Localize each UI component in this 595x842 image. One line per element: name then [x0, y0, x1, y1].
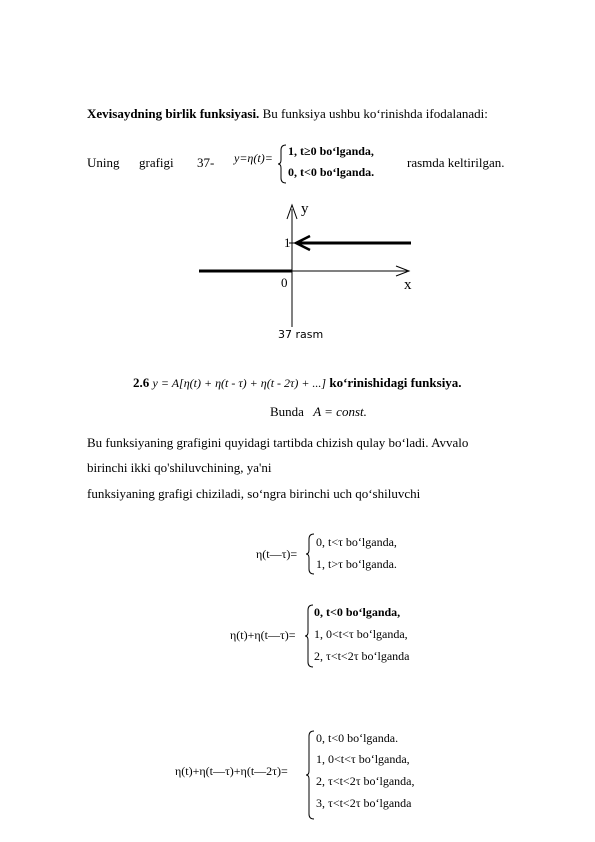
formula2-case1: 0, t<0 bo‘lganda,	[314, 605, 401, 619]
formula1-case1: 0, t<τ bo‘lganda,	[316, 535, 397, 549]
formula-y-lhs: y=η(t)=	[234, 151, 273, 165]
line2-word-uning: Uning	[87, 155, 120, 170]
intro-line	[87, 106, 488, 122]
bunda-formula: A = const.	[313, 404, 367, 419]
origin-label: 0	[281, 275, 288, 290]
formula3-case3: 2, τ<t<2τ bo‘lganda,	[316, 774, 415, 788]
formula1-brace	[306, 533, 316, 575]
line2-word-grafigi: grafigi	[139, 155, 174, 170]
formula3-brace	[306, 730, 316, 820]
formula2-case2: 1, 0<t<τ bo‘lganda,	[314, 627, 408, 641]
paragraph-line-3: funksiyaning grafigi chiziladi, so‘ngra birinchi uch qo‘shiluvchi	[87, 486, 421, 501]
tick-label-one: 1	[284, 235, 291, 250]
section-formula: y = A[η(t) + η(t - τ) + η(t - 2τ) + ...]	[152, 376, 327, 390]
formula2-lhs: η(t)+η(t—τ)=	[230, 628, 296, 642]
formula-y-case2: 0, t<0 bo‘lganda.	[288, 165, 375, 179]
line2-word-37: 37-	[197, 155, 215, 170]
x-axis-label: x	[404, 277, 412, 293]
section-line	[133, 375, 462, 391]
figure-caption: 37 rasm	[278, 328, 324, 341]
formula3-case1: 0, t<0 bo‘lganda.	[316, 731, 399, 745]
figure-heaviside-graph	[195, 195, 435, 345]
paragraph-line-2: birinchi ikki qo'shiluvchining, ya'ni	[87, 460, 272, 475]
formula-y-case1: 1, t≥0 bo‘lganda,	[288, 144, 374, 158]
bunda-line	[270, 404, 367, 420]
bunda-label: Bunda	[270, 404, 304, 419]
formula-y-brace	[278, 144, 288, 184]
line2-after: rasmda keltirilgan.	[407, 155, 505, 170]
formula2-case3: 2, τ<t<2τ bo‘lganda	[314, 649, 410, 663]
formula3-case4: 3, τ<t<2τ bo‘lganda	[316, 796, 412, 810]
y-axis-label: y	[301, 201, 309, 217]
formula1-lhs: η(t—τ)=	[256, 547, 298, 561]
formula3-case2: 1, 0<t<τ bo‘lganda,	[316, 752, 410, 766]
section-text: ko‘rinishidagi funksiya.	[329, 375, 462, 390]
intro-title: Xevisaydning birlik funksiyasi.	[87, 106, 260, 121]
section-number: 2.6	[133, 375, 150, 390]
paragraph-line-1: Bu funksiyaning grafigini quyidagi tartibda chizish qulay bo‘ladi. Avvalo	[87, 435, 469, 450]
intro-text: Bu funksiya ushbu ko‘rinishda ifodalanadi:	[259, 106, 488, 121]
formula1-case2: 1, t>τ bo‘lganda.	[316, 557, 397, 571]
formula3-lhs: η(t)+η(t—τ)+η(t—2τ)=	[175, 764, 288, 778]
